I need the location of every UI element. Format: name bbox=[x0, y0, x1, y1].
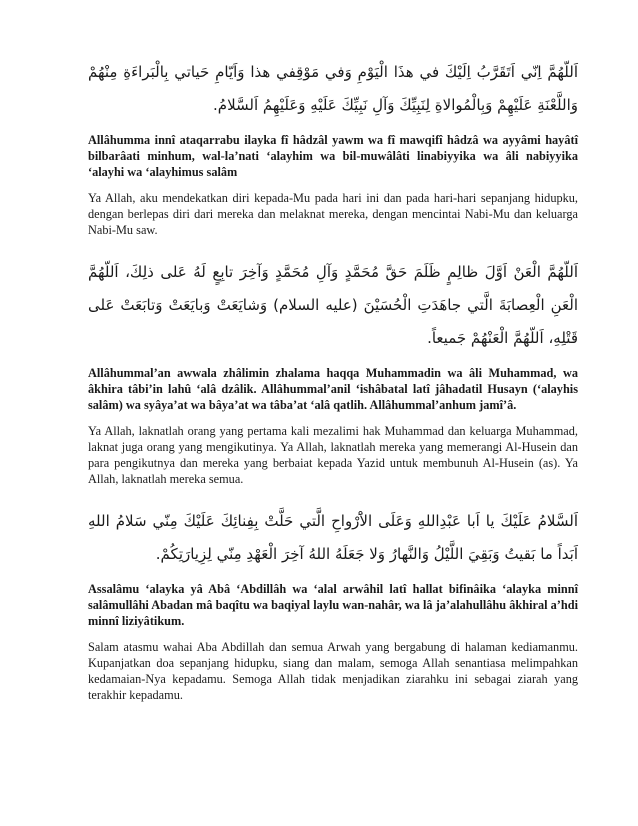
arabic-text: اَللّهُمَّ اِنّي اَتَقَرَّبُ اِلَيْكَ في هذَا الْيَوْمِ وَفي مَوْقِفي هذا وَاَيّامِ حَياتي بِالْبَراءَةِ مِنْهُمْ وَاللَّعْنَةِ عَلَيْهِمْ وَبِالْمُوالاةِ لِنَبِيِّكَ وَآلِ نَبِيِّكَ عَلَيْهِ وَعَلَيْهِمُ اَلسَّلامُ. bbox=[88, 63, 578, 114]
prayer-section-3 bbox=[88, 505, 578, 703]
transliteration-text: Allâhumma innî ataqarrabu ilayka fî hâdzâl yawm wa fî mawqifî hâdzâ wa ayyâmi hayâtî bilbarâati minhum, wal-la’nati ‘alayhim wa bil-muwâlâti linabiyyika wa âli nabiyyika ‘alayhi wa ‘alayhimus salâm bbox=[88, 133, 578, 179]
arabic-text: اَللّهُمَّ الْعَنْ اَوَّلَ ظالِمٍ ظَلَمَ حَقَّ مُحَمَّدٍ وَآلِ مُحَمَّدٍ وَآخِرَ تابِعٍ لَهُ عَلى ذلِكَ، اَللّهُمَّ الْعَنِ الْعِصابَةَ الَّتي جاهَدَتِ الْحُسَيْنَ (عليه السلام) وَشايَعَتْ وَبايَعَتْ وَتابَعَتْ عَلى قَتْلِهِ، اَللّهُمَّ الْعَنْهُمْ جَميعاً. bbox=[88, 263, 578, 347]
arabic-text: اَلسَّلامُ عَلَيْكَ يا اَبا عَبْدِاللهِ وَعَلَى الاَْرْواحِ الَّتي حَلَّتْ بِفِنائِكَ عَلَيْكَ مِنّي سَلامُ اللهِ اَبَداً ما بَقيتُ وَبَقِيَ اللَّيْلُ وَالنَّهارُ وَلا جَعَلَهُ اللهُ آخِرَ الْعَهْدِ مِنّي لِزِيارَتِكُمْ. bbox=[88, 512, 578, 563]
transliteration-text: Assalâmu ‘alayka yâ Abâ ‘Abdillâh wa ‘alal arwâhil latî hallat bifinâika ‘alayka minnî salâmullâhi Abadan mâ baqîtu wa baqiyal laylu wan-nahâr, wa lâ ja’alahullâhu âkhiral a’hdi minnî liziyâtikum. bbox=[88, 582, 578, 628]
transliteration-text: Allâhummal’an awwala zhâlimin zhalama haqqa Muhammadin wa âli Muhammad, wa âkhira tâbi’in lahû ‘alâ dzâlik. Allâhummal’anil ‘ishâbatal latî jâhadatil Husayn (‘alayhis salâm) wa syâya’at wa bâya’at wa tâba’at ‘alâ qatlih. Allâhummal’anhum jamî’â. bbox=[88, 366, 578, 412]
translation-text: Ya Allah, aku mendekatkan diri kepada-Mu pada hari ini dan pada hari-hari sepanjang hidupku, dengan berlepas diri dari mereka dan melaknat mereka, dengan mencintai Nabi-Mu dan keluarga Nabi-Mu saw. bbox=[88, 191, 578, 237]
prayer-section-1 bbox=[88, 56, 578, 238]
translation-text: Ya Allah, laknatlah orang yang pertama kali mezalimi hak Muhammad dan keluarga Muhammad, laknat juga orang yang mengikutinya. Ya Allah, laknatlah mereka yang memerangi Al-Husein dan para pengikutnya dan mereka yang berbaiat kepada Yazid untuk membunuh Al-Husein (as). Ya Allah, laknatlah mereka semua. bbox=[88, 424, 578, 486]
translation-text: Salam atasmu wahai Aba Abdillah dan semua Arwah yang bergabung di halaman kediamanmu. Kupanjatkan doa sepanjang hidupku, siang dan malam, semoga Allah senantiasa melimpahkan kedamaian-Nya kepadamu. Semoga Allah tidak menjadikan ziarahku ini sebagai ziarah yang terakhir kepadamu. bbox=[88, 640, 578, 702]
prayer-section-2 bbox=[88, 256, 578, 487]
